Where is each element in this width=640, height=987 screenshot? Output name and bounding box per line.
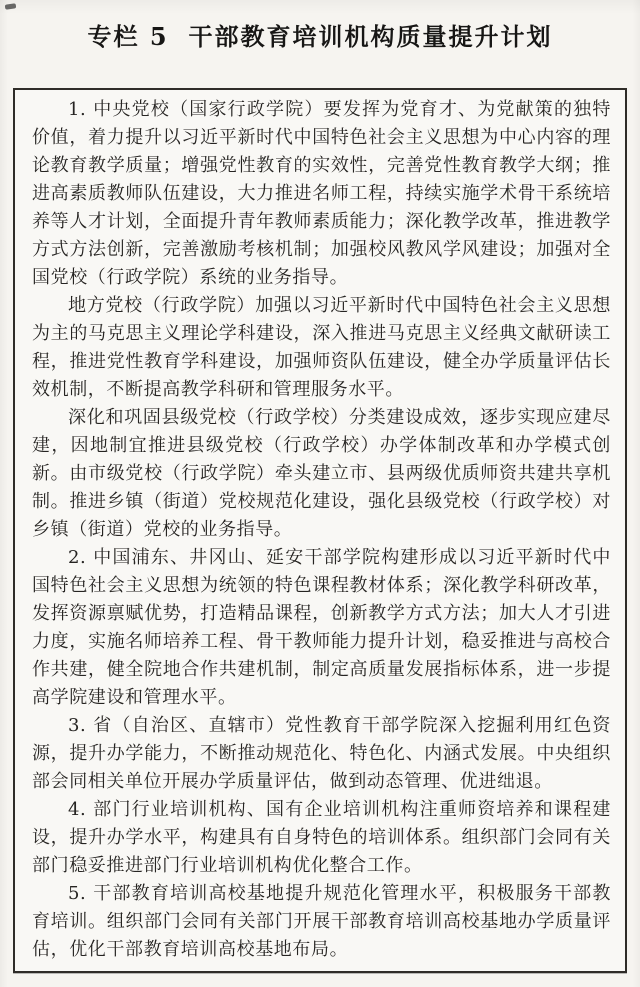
column-title-text: 干部教育培训机构质量提升计划 bbox=[188, 22, 553, 51]
paragraph-university-training-bases: 5. 干部教育培训高校基地提升规范化管理水平，积极服务干部教育培训。组织部门会同有关部门开展干部教育培训高校基地办学质量评估，优化干部教育培训高校基地布局。 bbox=[32, 883, 611, 960]
paragraph-provincial-institutes: 3. 省（自治区、直辖市）党性教育干部学院深入挖掘利用红色资源，提升办学能力，不断推动规范化、特色化、内涵式发展。中央组织部会同相关单位开展办学质量评估，做到动态管理、优进绌退。 bbox=[32, 715, 611, 792]
paragraph-central-party-school: 1. 中央党校（国家行政学院）要发挥为党育才、为党献策的独特价值，着力提升以习近平新时代中国特色社会主义思想为中心内容的理论教育教学质量；增强党性教育的实效性，完善党性教育教学大纲；推进高素质教师队伍建设，大力推进名师工程，持续实施学术骨干系统培养等人才计划，全面提升青年教师素质能力；深化教学改革，推进教学方式方法创新，完善激励考核机制；加强校风教风学风建设；加强对全国党校（行政学院）系统的业务指导。 bbox=[32, 99, 611, 288]
content-box bbox=[13, 88, 627, 973]
page-title bbox=[10, 22, 630, 52]
column-number-label: 专栏 5 bbox=[87, 22, 169, 51]
paragraph-county-party-schools: 深化和巩固县级党校（行政学校）分类建设成效，逐步实现应建尽建，因地制宜推进县级党校（行政学校）办学体制改革和办学模式创新。由市级党校（行政学院）牵头建立市、县两级优质师资共建共享机制。推进乡镇（街道）党校规范化建设，强化县级党校（行政学校）对乡镇（街道）党校的业务指导。 bbox=[32, 407, 611, 540]
paragraph-local-party-schools: 地方党校（行政学院）加强以习近平新时代中国特色社会主义思想为主的马克思主义理论学科建设，深入推进马克思主义经典文献研读工程，推进党性教育学科建设，加强师资队伍建设，健全办学质量评估长效机制，不断提高教学科研和管理服务水平。 bbox=[32, 295, 611, 400]
paragraph-cadre-academies: 2. 中国浦东、井冈山、延安干部学院构建形成以习近平新时代中国特色社会主义思想为统领的特色课程教材体系；深化教学科研改革，发挥资源禀赋优势，打造精品课程，创新教学方式方法；加大人才引进力度，实施名师培养工程、骨干教师能力提升计划，稳妥推进与高校合作共建，健全院地合作共建机制，制定高质量发展指标体系，进一步提高学院建设和管理水平。 bbox=[32, 547, 611, 708]
paragraph-sector-training-institutions: 4. 部门行业培训机构、国有企业培训机构注重师资培养和课程建设，提升办学水平，构建具有自身特色的培训体系。组织部门会同有关部门稳妥推进部门行业培训机构优化整合工作。 bbox=[32, 799, 611, 876]
scan-artifact bbox=[5, 3, 17, 9]
